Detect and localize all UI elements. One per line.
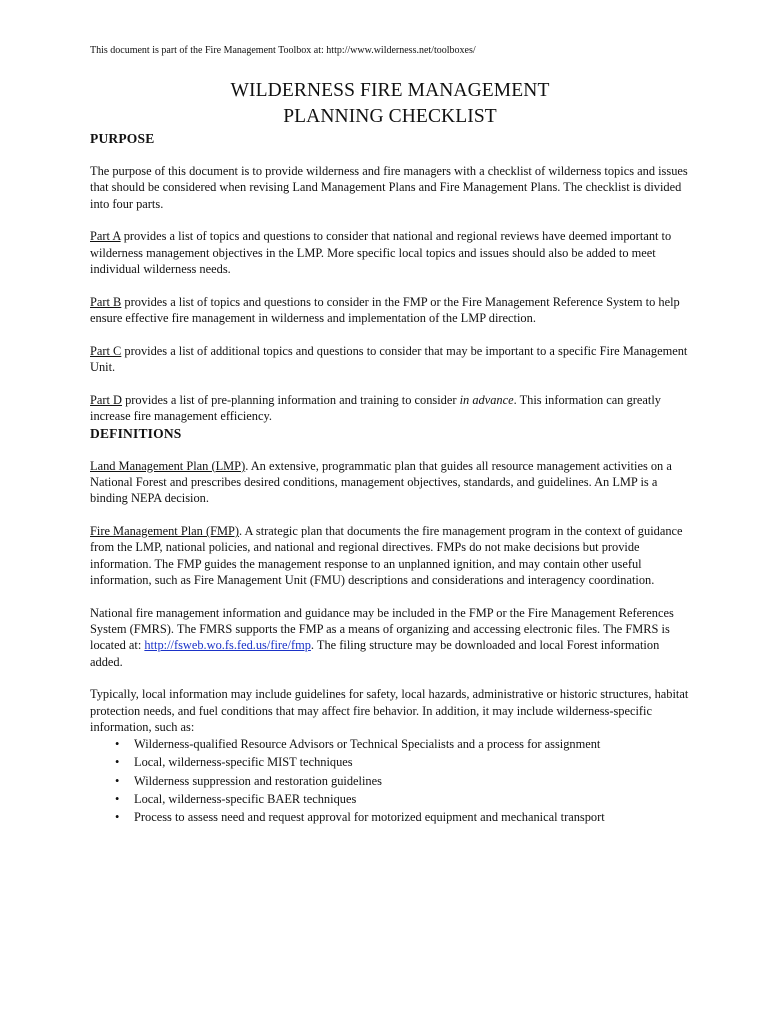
fmp-term: Fire Management Plan (FMP): [90, 523, 240, 538]
fmrs-text-after: . The filing structure may be downloaded and local Forest information added.: [90, 638, 660, 669]
fmrs-link[interactable]: http://fsweb.wo.fs.fed.us/fire/fmp: [144, 638, 311, 653]
purpose-intro: The purpose of this document is to provide wilderness and fire managers with a checklist of wilderness topics and issues that should be considered when revising Land Management Plans and Fire Management Plans. The checklist is divided into four parts.: [90, 164, 688, 211]
part-c-label: Part C: [90, 343, 122, 358]
bullet-icon: •: [115, 810, 120, 825]
list-item: • Local, wilderness-specific MIST techniques: [90, 753, 690, 771]
part-a-paragraph: [90, 228, 690, 277]
title-line-1: WILDERNESS FIRE MANAGEMENT: [230, 80, 550, 101]
bullet-icon: •: [115, 791, 120, 806]
part-d-paragraph: [90, 392, 690, 425]
header-note: This document is part of the Fire Management Toolbox at: http://www.wilderness.net/toolboxes/: [90, 45, 476, 56]
title-line-2: PLANNING CHECKLIST: [283, 106, 497, 127]
list-item: • Wilderness suppression and restoration guidelines: [90, 772, 690, 790]
bullet-icon: •: [115, 755, 120, 770]
part-d-emphasis: in advance: [459, 392, 514, 407]
part-d-text-before: provides a list of pre-planning information and training to consider: [122, 392, 460, 407]
list-item: • Wilderness-qualified Resource Advisors or Technical Specialists and a process for assignment: [90, 735, 690, 753]
fmp-text: . A strategic plan that documents the fire management program in the context of guidance from the LMP, national policies, and national and regional directives. FMPs do not make decisions but provide information. The FMP guides the management response to an unplanned ignition, and may contain other useful information, such as Fire Management Unit (FMU) descriptions and considerations and interagency coordination.: [90, 523, 683, 587]
purpose-heading: PURPOSE: [90, 131, 155, 146]
local-info-paragraph: Typically, local information may include guidelines for safety, local hazards, administrative or historic structures, habitat protection needs, and fuel conditions that may affect fire behavior. In addition, it may include wilderness-specific information, such as:: [90, 687, 689, 734]
lmp-text: . An extensive, programmatic plan that guides all resource management activities on a National Forest and prescribes desired conditions, management objectives, standards, and guidelines. An LMP is a binding NEPA decision.: [90, 458, 672, 506]
part-a-label: Part A: [90, 229, 121, 244]
part-b-paragraph: [90, 294, 690, 327]
document-title: [90, 78, 690, 130]
part-d-label: Part D: [90, 392, 123, 407]
list-item: • Process to assess need and request approval for motorized equipment and mechanical transport: [90, 808, 690, 826]
part-d-text-after: . This information can greatly increase fire management efficiency.: [90, 392, 661, 424]
fmrs-text-before: National fire management information and guidance may be included in the FMP or the Fire Management References System (FMRS). The FMRS supports the FMP as a means of organizing and accessing electronic files. The FMRS is located at:: [90, 605, 674, 653]
part-b-label: Part B: [90, 294, 122, 309]
document-page: [90, 44, 690, 826]
lmp-term: Land Management Plan (LMP): [90, 458, 246, 473]
part-b-text: provides a list of topics and questions to consider in the FMP or the Fire Management Reference System to help ensure effective fire management in wilderness and implementation of the LMP direction.: [90, 294, 680, 326]
fmrs-paragraph: [90, 605, 690, 670]
part-c-paragraph: [90, 343, 690, 376]
bullet-icon: •: [115, 737, 120, 752]
part-c-text: provides a list of additional topics and questions to consider that may be important to a specific Fire Management Unit.: [90, 343, 688, 375]
part-a-text: provides a list of topics and questions to consider that national and regional reviews have deemed important to wilderness management objectives in the LMP. More specific local topics and issues should also be added to meet individual wilderness needs.: [90, 229, 672, 276]
wilderness-info-list: [90, 735, 690, 826]
fmp-definition: [90, 523, 690, 588]
bullet-icon: •: [115, 773, 120, 788]
lmp-definition: [90, 458, 690, 507]
definitions-heading: DEFINITIONS: [90, 425, 182, 441]
list-item: • Local, wilderness-specific BAER techniques: [90, 790, 690, 808]
